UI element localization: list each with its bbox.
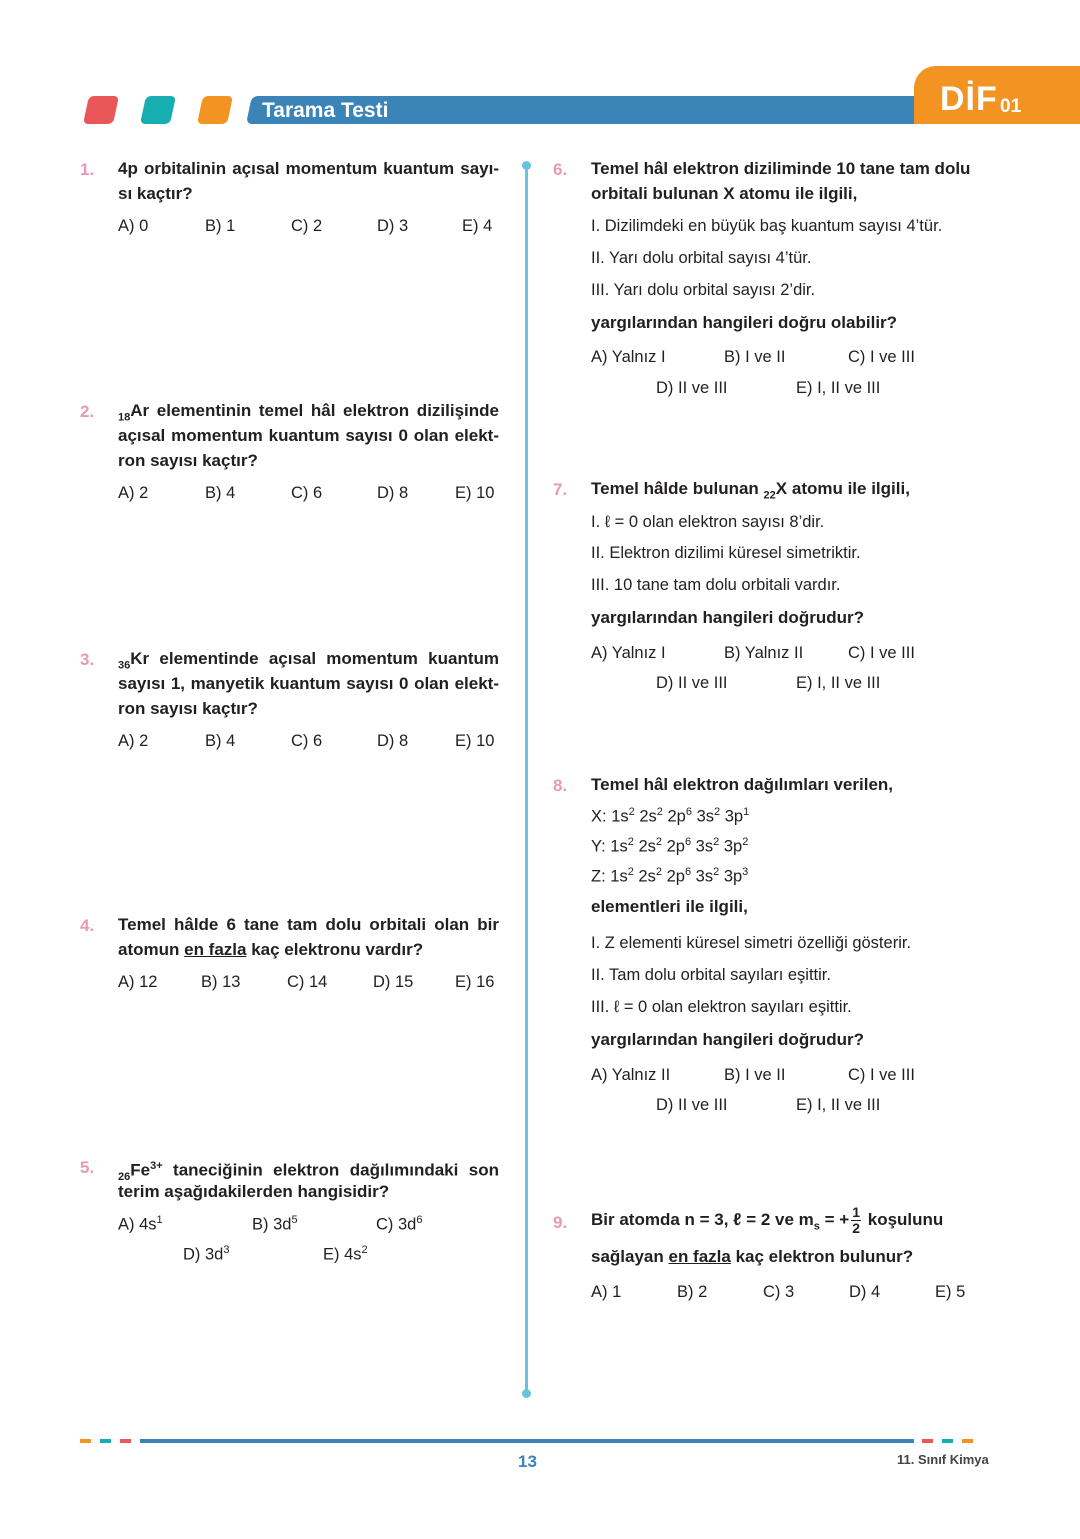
question-text-line: Temel hâl elektron diziliminde 10 tane tam dolu bbox=[591, 159, 971, 178]
question-number: 2. bbox=[80, 402, 95, 421]
option-label: D) 3d bbox=[183, 1245, 224, 1264]
option-label: E) 4s bbox=[323, 1245, 362, 1264]
option-label: A) 4s bbox=[118, 1215, 157, 1234]
option-d[interactable] bbox=[183, 1244, 229, 1265]
question-text: sağlayan bbox=[591, 1247, 669, 1266]
option-label: C) 3d bbox=[376, 1215, 417, 1234]
config-y bbox=[591, 836, 748, 857]
electron-count: 5 bbox=[291, 1214, 298, 1226]
question-text-line: 4p orbitalinin açısal momentum kuantum sayı- bbox=[118, 159, 499, 178]
electron-count: 2 bbox=[714, 806, 721, 818]
option-c[interactable]: C) 2 bbox=[291, 217, 323, 235]
question-number: 1. bbox=[80, 160, 95, 179]
option-b[interactable]: B) 13 bbox=[201, 973, 241, 991]
statement-i: I. Dizilimdeki en büyük baş kuantum sayısı 4’tür. bbox=[591, 217, 943, 235]
option-a[interactable]: A) 12 bbox=[118, 973, 158, 991]
mass-number: 36 bbox=[118, 659, 131, 672]
option-c[interactable]: C) I ve III bbox=[848, 1066, 915, 1084]
electron-count: 2 bbox=[713, 866, 720, 878]
option-e[interactable]: E) 5 bbox=[935, 1283, 966, 1301]
option-c[interactable]: C) I ve III bbox=[848, 644, 915, 662]
option-e[interactable]: E) I, II ve III bbox=[796, 1096, 881, 1114]
spin-subscript: s bbox=[813, 1220, 820, 1233]
option-e[interactable]: E) 10 bbox=[455, 732, 495, 750]
book-title: 11. Sınıf Kimya bbox=[897, 1452, 989, 1467]
option-e[interactable]: E) I, II ve III bbox=[796, 379, 881, 397]
question-number: 5. bbox=[80, 1158, 95, 1177]
option-a[interactable]: A) 1 bbox=[591, 1283, 622, 1301]
question-text: X atomu ile ilgili, bbox=[775, 479, 910, 498]
electron-count: 6 bbox=[684, 866, 692, 878]
option-a[interactable]: A) 0 bbox=[118, 217, 149, 235]
mass-number: 26 bbox=[118, 1171, 131, 1184]
atomic-number: 22 bbox=[763, 489, 776, 502]
question-text: atomun bbox=[118, 940, 185, 959]
option-d[interactable]: D) II ve III bbox=[656, 1096, 728, 1114]
question-text-line: orbitali bulunan X atomu ile ilgili, bbox=[591, 184, 858, 203]
question-text: koşulunu bbox=[863, 1210, 944, 1229]
question-text-line bbox=[591, 1200, 943, 1246]
teal-tab-shape bbox=[140, 96, 176, 124]
orbital: 2s bbox=[639, 807, 657, 826]
electron-count: 2 bbox=[628, 806, 635, 818]
option-b[interactable]: B) Yalnız II bbox=[724, 644, 804, 662]
option-d[interactable]: D) II ve III bbox=[656, 379, 728, 397]
question-text-line: Temel hâlde 6 tane tam dolu orbitali olan bir bbox=[118, 915, 499, 934]
electron-count: 2 bbox=[655, 866, 662, 878]
ion-charge: 3+ bbox=[150, 1160, 163, 1172]
electron-count: 6 bbox=[416, 1214, 423, 1226]
fraction bbox=[851, 1205, 861, 1236]
question-number: 7. bbox=[553, 480, 568, 499]
orbital: 2s bbox=[638, 837, 656, 856]
statement-ii: II. Elektron dizilimi küresel simetriktir. bbox=[591, 544, 861, 562]
electron-count: 2 bbox=[655, 836, 662, 848]
element-symbol: Ar bbox=[130, 401, 150, 420]
option-c[interactable]: C) 14 bbox=[287, 973, 328, 991]
question-prompt: yargılarından hangileri doğrudur? bbox=[591, 1030, 864, 1049]
question-number: 3. bbox=[80, 650, 95, 669]
statement-i: I. ℓ = 0 olan elektron sayısı 8’dir. bbox=[591, 513, 825, 531]
orbital: 2p bbox=[666, 837, 685, 856]
option-a[interactable]: A) Yalnız II bbox=[591, 1066, 671, 1084]
mass-number: 18 bbox=[118, 411, 131, 424]
statement-iii: III. Yarı dolu orbital sayısı 2’dir. bbox=[591, 281, 816, 299]
orbital: 1s bbox=[610, 867, 628, 886]
option-c[interactable]: C) 6 bbox=[291, 732, 323, 750]
option-c[interactable]: C) 3 bbox=[763, 1283, 795, 1301]
option-c[interactable] bbox=[376, 1214, 422, 1235]
orbital: 3p bbox=[723, 837, 743, 856]
option-e[interactable]: E) 16 bbox=[455, 973, 495, 991]
option-e[interactable]: E) 4 bbox=[462, 217, 493, 235]
question-text: kaç elektronu vardır? bbox=[246, 940, 424, 959]
brand-logo: DİF bbox=[940, 80, 998, 118]
option-b[interactable]: B) 1 bbox=[205, 217, 236, 235]
electron-count: 6 bbox=[684, 836, 692, 848]
option-e[interactable]: E) 10 bbox=[455, 484, 495, 502]
element-symbol: Fe bbox=[130, 1160, 151, 1180]
question-text-line bbox=[591, 1244, 913, 1269]
question-number: 8. bbox=[553, 776, 568, 795]
question-prompt: yargılarından hangileri doğru olabilir? bbox=[591, 313, 898, 332]
option-d[interactable]: D) 8 bbox=[377, 732, 409, 750]
footer-dash-orange bbox=[80, 1439, 91, 1443]
electron-count: 2 bbox=[656, 806, 663, 818]
column-divider bbox=[525, 165, 528, 1393]
fraction-denominator: 2 bbox=[852, 1220, 861, 1237]
option-d[interactable]: D) 8 bbox=[377, 484, 409, 502]
page-number: 13 bbox=[518, 1452, 537, 1471]
option-d[interactable]: D) 4 bbox=[849, 1283, 881, 1301]
question-prompt: yargılarından hangileri doğrudur? bbox=[591, 608, 864, 627]
question-text: taneciğinin elektron dağılımındaki son bbox=[162, 1160, 499, 1180]
electron-count: 6 bbox=[685, 806, 692, 818]
footer-dash-red bbox=[120, 1439, 131, 1443]
statement-iii: III. 10 tane tam dolu orbitali vardır. bbox=[591, 576, 841, 594]
question-text-line bbox=[591, 476, 910, 508]
orbital: 1s bbox=[610, 837, 628, 856]
option-a[interactable] bbox=[118, 1214, 163, 1235]
option-b[interactable]: B) 4 bbox=[205, 732, 236, 750]
orbital: 3p bbox=[723, 867, 743, 886]
electron-count: 3 bbox=[742, 866, 749, 878]
orbital: 3p bbox=[724, 807, 744, 826]
question-text: elementinin temel hâl elektron dizilişinde bbox=[149, 401, 499, 420]
electron-count: 2 bbox=[627, 836, 634, 848]
option-b[interactable]: B) I ve II bbox=[724, 1066, 786, 1084]
orbital: 1s bbox=[611, 807, 629, 826]
emphasis-text: en fazla bbox=[668, 1247, 731, 1266]
question-text: = + bbox=[819, 1210, 850, 1229]
orbital: 3s bbox=[695, 867, 714, 886]
question-text-line: sayısı 1, manyetik kuantum sayısı 0 olan elekt- bbox=[118, 674, 499, 693]
option-label: B) 3d bbox=[252, 1215, 292, 1234]
question-text-line: terim aşağıdakilerden hangisidir? bbox=[118, 1182, 390, 1201]
option-b[interactable] bbox=[252, 1214, 298, 1235]
footer-dash-teal bbox=[100, 1439, 111, 1443]
config-label: Y: bbox=[591, 837, 606, 856]
orbital: 3s bbox=[695, 837, 714, 856]
electron-count: 1 bbox=[743, 806, 750, 818]
option-e[interactable] bbox=[323, 1244, 368, 1265]
electron-count: 2 bbox=[713, 836, 720, 848]
electron-count: 2 bbox=[742, 836, 749, 848]
question-text: Temel hâlde bulunan bbox=[591, 479, 764, 498]
divider-bottom-dot bbox=[522, 1389, 531, 1398]
option-a[interactable]: A) Yalnız I bbox=[591, 644, 666, 662]
option-c[interactable]: C) 6 bbox=[291, 484, 323, 502]
question-text-line: ron sayısı kaçtır? bbox=[118, 699, 258, 718]
electron-count: 2 bbox=[627, 866, 634, 878]
option-e[interactable]: E) I, II ve III bbox=[796, 674, 881, 692]
statement-ii: II. Tam dolu orbital sayıları eşittir. bbox=[591, 966, 831, 984]
orbital: 2p bbox=[667, 807, 686, 826]
question-text: Bir atomda n = 3, ℓ = 2 ve m bbox=[591, 1210, 814, 1229]
red-tab-shape bbox=[83, 96, 119, 124]
footer-dash-red bbox=[922, 1439, 933, 1443]
electron-count: 3 bbox=[223, 1244, 230, 1256]
question-text-line: açısal momentum kuantum sayısı 0 olan elekt- bbox=[118, 426, 499, 445]
question-text: kaç elektron bulunur? bbox=[730, 1247, 914, 1266]
option-b[interactable]: B) I ve II bbox=[724, 348, 786, 366]
brand-number: 01 bbox=[1000, 96, 1022, 117]
option-b[interactable]: B) 2 bbox=[677, 1283, 708, 1301]
question-text-line: sı kaçtır? bbox=[118, 184, 193, 203]
orbital: 2p bbox=[666, 867, 685, 886]
question-text-line: ron sayısı kaçtır? bbox=[118, 451, 258, 470]
fraction-numerator: 1 bbox=[852, 1204, 861, 1221]
question-text-line bbox=[118, 937, 423, 962]
element-symbol: Kr bbox=[130, 649, 150, 668]
orange-tab-shape bbox=[197, 96, 233, 124]
divider-top-dot bbox=[522, 161, 531, 170]
question-number: 9. bbox=[553, 1213, 568, 1232]
option-b[interactable]: B) 4 bbox=[205, 484, 236, 502]
footer-dash-teal bbox=[942, 1439, 953, 1443]
option-a[interactable]: A) 2 bbox=[118, 732, 149, 750]
question-text-line: elementleri ile ilgili, bbox=[591, 897, 748, 916]
option-d[interactable]: D) 3 bbox=[377, 217, 409, 235]
question-number: 4. bbox=[80, 916, 95, 935]
option-d[interactable]: D) 15 bbox=[373, 973, 414, 991]
option-d[interactable]: D) II ve III bbox=[656, 674, 728, 692]
option-c[interactable]: C) I ve III bbox=[848, 348, 915, 366]
config-x bbox=[591, 806, 749, 827]
option-a[interactable]: A) 2 bbox=[118, 484, 149, 502]
config-z bbox=[591, 866, 748, 887]
config-label: Z: bbox=[591, 867, 606, 886]
electron-count: 2 bbox=[361, 1244, 368, 1256]
footer-dash-orange bbox=[962, 1439, 973, 1443]
test-title: Tarama Testi bbox=[262, 99, 389, 122]
statement-i: I. Z elementi küresel simetri özelliği gösterir. bbox=[591, 934, 912, 952]
emphasis-text: en fazla bbox=[184, 940, 247, 959]
footer-rule bbox=[140, 1439, 914, 1443]
option-a[interactable]: A) Yalnız I bbox=[591, 348, 666, 366]
question-text-line: Temel hâl elektron dağılımları verilen, bbox=[591, 775, 894, 794]
statement-ii: II. Yarı dolu orbital sayısı 4’tür. bbox=[591, 249, 812, 267]
config-label: X: bbox=[591, 807, 607, 826]
question-number: 6. bbox=[553, 160, 568, 179]
orbital: 2s bbox=[638, 867, 656, 886]
orbital: 3s bbox=[696, 807, 715, 826]
electron-count: 1 bbox=[156, 1214, 163, 1226]
question-text: elementinde açısal momentum kuantum bbox=[149, 649, 499, 668]
statement-iii: III. ℓ = 0 olan elektron sayıları eşittir. bbox=[591, 998, 852, 1016]
